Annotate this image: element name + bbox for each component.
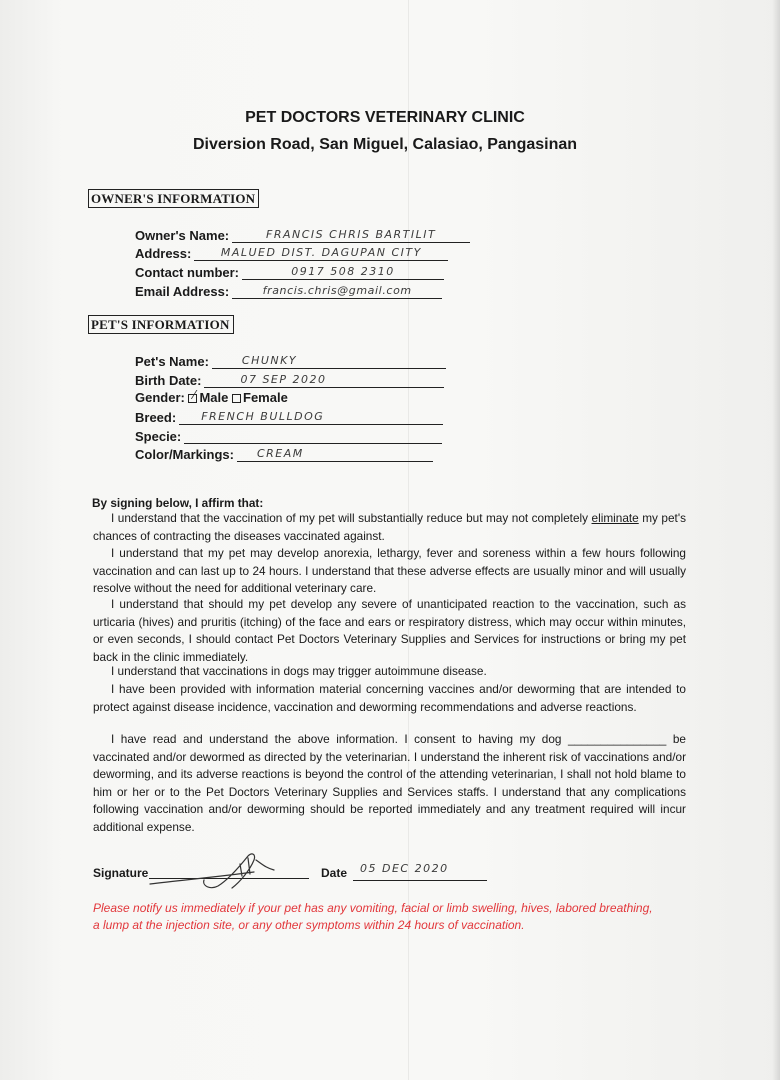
specie-line [184,427,442,444]
specie-field [135,427,442,445]
color-label: Color/Markings: [135,447,234,462]
pet-name-field [135,352,446,370]
gender-field [135,387,288,405]
color-value: CREAM [256,447,304,460]
owner-contact-value: 0917 508 2310 [291,265,395,278]
breed-field [135,408,443,426]
birth-date-label: Birth Date: [135,373,202,388]
affirmation-paragraph-1 [93,510,686,545]
check-mark-icon: ∕ [193,387,196,403]
breed-label: Breed: [135,410,177,425]
breed-line [179,408,443,425]
owner-name-label: Owner's Name: [135,228,230,243]
birth-date-value: 07 SEP 2020 [240,373,327,386]
signature-label: Signature [93,866,149,880]
specie-label: Specie: [135,429,182,444]
paper-edge-shadow [772,0,780,1080]
gender-label: Gender: [135,390,185,405]
affirmation-paragraph-4: I understand that vaccinations in dogs may trigger autoimmune disease. [111,664,487,678]
owner-section-heading: OWNER'S INFORMATION [88,189,259,208]
breed-value: FRENCH BULLDOG [201,410,325,423]
affirmation-paragraph-5: I have been provided with information material concerning vaccines and/or deworming that are intended to protect against disease incidence, vaccination and deworming recommendations and adverse reactions. [93,682,686,714]
owner-contact-line [242,263,444,280]
clinic-address: Diversion Road, San Miguel, Calasiao, Pangasinan [192,136,578,153]
owner-contact-label: Contact number: [135,265,239,280]
owner-name-field [135,226,470,244]
pet-name-value: CHUNKY [241,354,298,367]
pet-section-heading: PET'S INFORMATION [88,315,234,334]
owner-email-value: francis.chris@gmail.com [262,284,412,297]
owner-address-value: MALUED DIST. DAGUPAN CITY [220,246,422,259]
p1-underlined-word: eliminate [591,511,639,525]
male-option-label: Male [199,390,229,405]
affirmation-paragraph-6: I have read and understand the above information. I consent to having my dog _______________ be vaccinated and/or dewormed as directed by the veterinarian. I understand the inherent risk of vaccinations and/or deworming, and its adverse reactions is beyond the control of the attending veterinarian, I shall not hold blame to him or her or to the Pet Doctors Veterinary Supplies and Services staffs. I understand that any complications following vaccination and/or deworming should be reported immediately and any treatment required will incur additional expense. [93,732,686,834]
male-checkbox[interactable] [188,387,197,403]
owner-address-label: Address: [135,246,192,261]
female-option-label: Female [243,390,288,405]
owner-contact-field [135,263,444,281]
color-line [237,445,433,462]
affirmation-paragraph-3: I understand that should my pet develop any severe of unanticipated reaction to the vaccination, such as urticaria (hives) and pruritis (itching) of the face and ears or respiratory distress, which may occur within minutes, or even seconds, I should contact Pet Doctors Veterinary Supplies and Services for instructions or bring my pet back in the clinic immediately. [93,597,686,664]
date-label: Date [321,866,348,880]
owner-address-field [135,244,448,262]
handwritten-signature [144,846,284,896]
female-checkbox[interactable] [232,394,241,403]
owner-email-field [135,282,442,300]
birth-date-field [135,371,444,389]
owner-name-value: FRANCIS CHRIS BARTILIT [266,228,437,241]
affirmation-paragraph-2: I understand that my pet may develop anorexia, lethargy, fever and soreness within a few hours following vaccination and can last up to 24 hours. I understand that these adverse effects are usually minor and will usually resolve without the need for additional veterinary care. [93,546,686,595]
owner-address-line [194,244,448,261]
owner-email-line [232,282,442,299]
owner-email-label: Email Address: [135,284,230,299]
p1-text-start: I understand that the vaccination of my pet will substantially reduce but may not completely [111,511,592,525]
color-field [135,445,433,463]
affirmation-heading: By signing below, I affirm that: [92,496,264,510]
aftercare-notice: Please notify us immediately if your pet has any vomiting, facial or limb swelling, hives, labored breathing, a lump at the injection site, or any other symptoms within 24 hours of vaccination. [93,901,653,932]
p1-text-end: my pet's chances of contracting the diseases vaccinated against. [93,511,686,543]
pet-name-line [212,352,446,369]
signature-date-value: 05 DEC 2020 [360,862,449,875]
birth-date-line [204,371,444,388]
owner-name-line [232,226,470,243]
clinic-name: PET DOCTORS VETERINARY CLINIC [245,109,525,126]
date-line[interactable] [353,880,487,881]
pet-name-label: Pet's Name: [135,354,209,369]
